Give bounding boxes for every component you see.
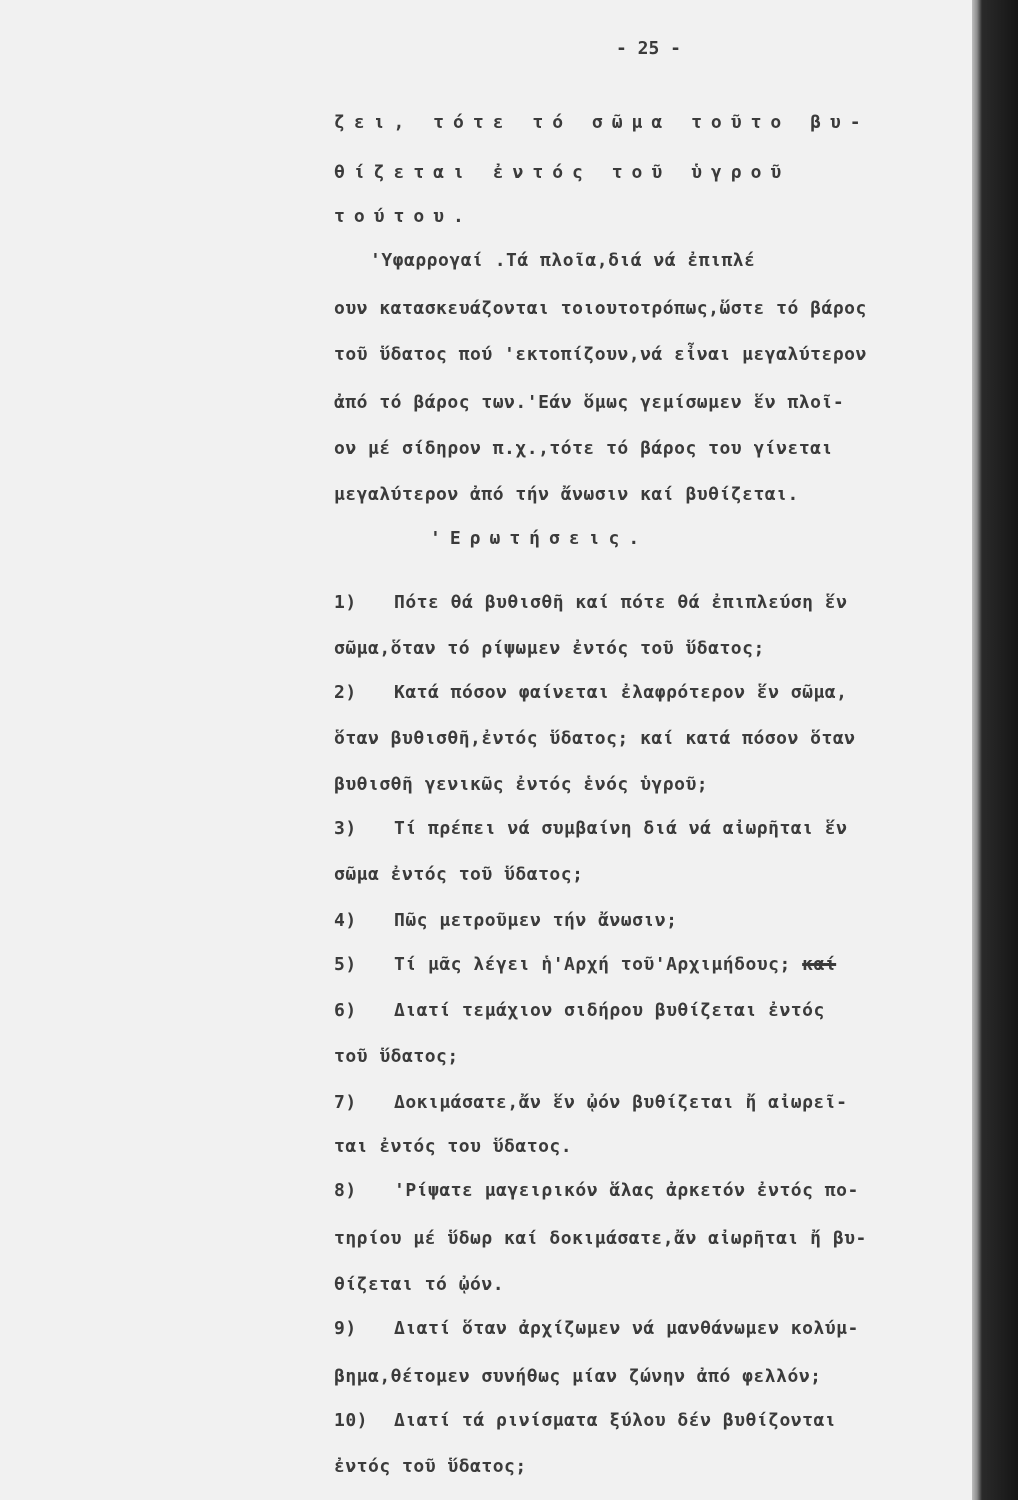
question-line	[334, 1180, 859, 1201]
text-line: ἀπό τό βάρος των.'Εάν ὅμως γεμίσωμεν ἕν πλοῖ-	[334, 392, 845, 413]
text-line: ζει, τότε τό σῶμα τοῦτο βυ-	[334, 112, 870, 133]
question-line: τηρίου μέ ὕδωρ καί δοκιμάσατε,ἄν αἰωρῆται ἤ βυ-	[334, 1228, 867, 1249]
question-text: Δοκιμάσατε,ἄν ἕν ᾠόν βυθίζεται ἤ αἰωρεῖ-	[394, 1092, 848, 1113]
question-number: 2)	[334, 682, 357, 703]
question-number: 1)	[334, 592, 357, 613]
question-line	[334, 1410, 836, 1431]
question-line: ὅταν βυθισθῆ,ἐντός ὕδατος; καί κατά πόσον ὅταν	[334, 728, 856, 749]
text-line: μεγαλύτερον ἀπό τήν ἄνωσιν καί βυθίζεται.	[334, 484, 799, 505]
question-line	[334, 1092, 847, 1113]
question-number: 6)	[334, 1000, 357, 1021]
section-heading-line: 'Υφαρρογαί .Τά πλοῖα,διά νά ἐπιπλέ	[370, 250, 756, 271]
question-line	[334, 818, 847, 839]
question-number: 9)	[334, 1318, 357, 1339]
question-line	[334, 592, 847, 613]
text-line: τοῦ ὕδατος πού 'εκτοπίζουν,νά εἶναι μεγαλύτερον	[334, 344, 867, 365]
question-line: βυθισθῆ γενικῶς ἐντός ἑνός ὑγροῦ;	[334, 774, 709, 795]
question-line	[334, 682, 847, 703]
question-line	[334, 954, 836, 975]
question-line	[334, 1318, 859, 1339]
struck-word: καί	[802, 954, 837, 975]
question-line: σῶμα,ὅταν τό ρίψωμεν ἐντός τοῦ ὕδατος;	[334, 638, 765, 659]
question-line: βημα,θέτομεν συνήθως μίαν ζώνην ἀπό φελλόν;	[334, 1366, 822, 1387]
question-line	[334, 910, 677, 931]
question-line: ἐντός τοῦ ὕδατος;	[334, 1456, 527, 1477]
page-number: - 25 -	[616, 38, 682, 59]
question-text: Τί μᾶς λέγει ἡ'Αρχή τοῦ'Αρχιμήδους;	[394, 954, 791, 975]
question-number: 4)	[334, 910, 357, 931]
question-line: ται ἐντός του ὕδατος.	[334, 1136, 573, 1157]
question-line	[334, 1000, 825, 1021]
question-text: Διατί ὅταν ἀρχίζωμεν νά μανθάνωμεν κολύμ-	[394, 1318, 859, 1339]
question-number: 10)	[334, 1410, 369, 1431]
questions-heading: 'Ερωτήσεις.	[430, 528, 649, 549]
page-edge-shadow	[972, 0, 1018, 1500]
question-text: 'Ρίψατε μαγειρικόν ἅλας ἀρκετόν ἐντός πο-	[394, 1180, 859, 1201]
text-line: ουν κατασκευάζονται τοιουτοτρόπως,ὥστε τό βάρος	[334, 298, 867, 319]
question-text: Διατί τά ρινίσματα ξύλου δέν βυθίζονται	[394, 1410, 837, 1431]
question-text: Πότε θά βυθισθῆ καί πότε θά ἐπιπλεύση ἕν	[394, 592, 848, 613]
question-text: Πῶς μετροῦμεν τήν ἄνωσιν;	[394, 910, 678, 931]
question-text: Τί πρέπει νά συμβαίνη διά νά αἰωρῆται ἕν	[394, 818, 848, 839]
question-number: 8)	[334, 1180, 357, 1201]
question-number: 3)	[334, 818, 357, 839]
text-line: θίζεται ἐντός τοῦ ὑγροῦ	[334, 162, 791, 183]
text-line: ον μέ σίδηρον π.χ.,τότε τό βάρος του γίνεται	[334, 438, 833, 459]
question-line: θίζεται τό ᾠόν.	[334, 1274, 505, 1295]
question-line: σῶμα ἐντός τοῦ ὕδατος;	[334, 864, 584, 885]
question-text: Διατί τεμάχιον σιδήρου βυθίζεται ἐντός	[394, 1000, 825, 1021]
question-number: 7)	[334, 1092, 357, 1113]
question-text: Κατά πόσον φαίνεται ἐλαφρότερον ἕν σῶμα,	[394, 682, 848, 703]
question-line: τοῦ ὕδατος;	[334, 1046, 459, 1067]
question-number: 5)	[334, 954, 357, 975]
text-line: τούτου.	[334, 206, 473, 227]
